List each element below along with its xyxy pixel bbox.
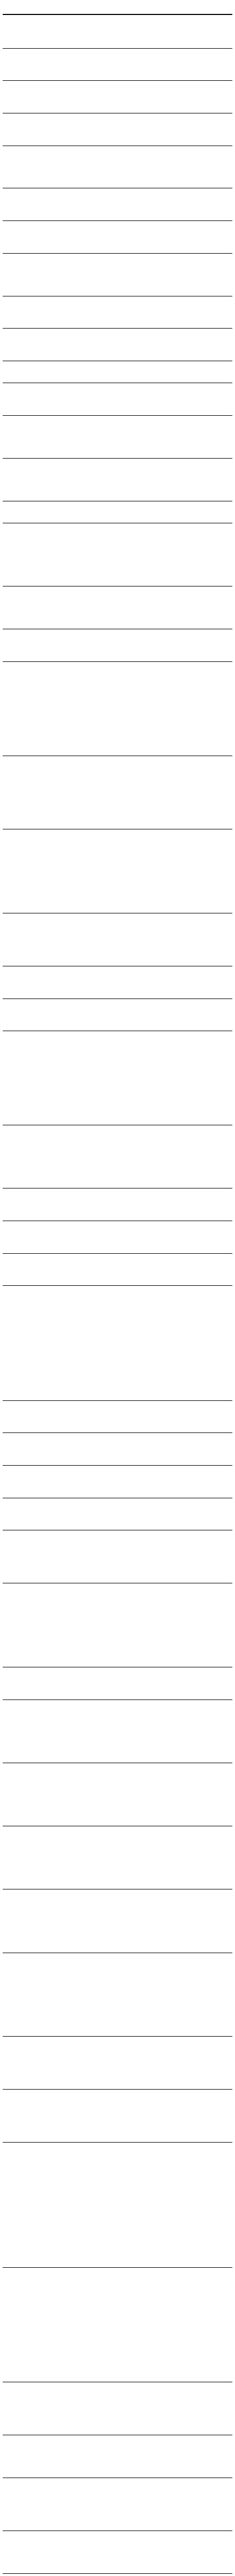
classified-ad (3, 1401, 232, 1434)
classified-ad (3, 146, 232, 189)
classified-ad (3, 1826, 232, 1889)
classified-ad (3, 2268, 232, 2382)
classified-ad (3, 2478, 232, 2531)
classified-ad (3, 1466, 232, 1498)
classified-ad (3, 2037, 232, 2090)
classified-ad (3, 113, 232, 146)
classified-ad (3, 361, 232, 383)
classified-ad (3, 81, 232, 113)
classified-ad (3, 1530, 232, 1583)
classified-ad (3, 829, 232, 913)
classified-ad (3, 329, 232, 361)
classified-ad (3, 1286, 232, 1400)
classified-ad (3, 1125, 232, 1188)
classified-ad (3, 296, 232, 329)
classified-ad (3, 2382, 232, 2435)
classified-ad (3, 221, 232, 254)
classified-ad (3, 913, 232, 966)
classified-ad (3, 49, 232, 81)
classified-ad (3, 523, 232, 586)
classified-ad (3, 1583, 232, 1667)
classified-column (3, 16, 232, 2574)
classified-ad (3, 2531, 232, 2574)
section-heading (3, 2, 232, 15)
classified-ad (3, 2143, 232, 2268)
classified-ad (3, 756, 232, 829)
classified-ad (3, 1188, 232, 1221)
classified-ad (3, 586, 232, 629)
classified-ad (3, 2435, 232, 2478)
classified-ad (3, 1221, 232, 1254)
classified-ad (3, 2090, 232, 2143)
classified-ad (3, 16, 232, 49)
classified-ad (3, 254, 232, 296)
classified-ad (3, 662, 232, 756)
classified-ad (3, 1433, 232, 1466)
classified-ad (3, 416, 232, 459)
classified-ad (3, 966, 232, 999)
classified-ad (3, 188, 232, 221)
classified-ad (3, 629, 232, 662)
classified-ad (3, 1498, 232, 1531)
classified-ad (3, 459, 232, 501)
classified-ad (3, 383, 232, 416)
classified-ad (3, 1953, 232, 2037)
classified-ad (3, 1889, 232, 1953)
classified-ad (3, 1700, 232, 1763)
classified-ad (3, 1031, 232, 1125)
classified-ad (3, 501, 232, 523)
classified-ad (3, 999, 232, 1032)
classified-ad (3, 1763, 232, 1826)
classified-ad (3, 1254, 232, 1286)
classified-ad (3, 1667, 232, 1700)
